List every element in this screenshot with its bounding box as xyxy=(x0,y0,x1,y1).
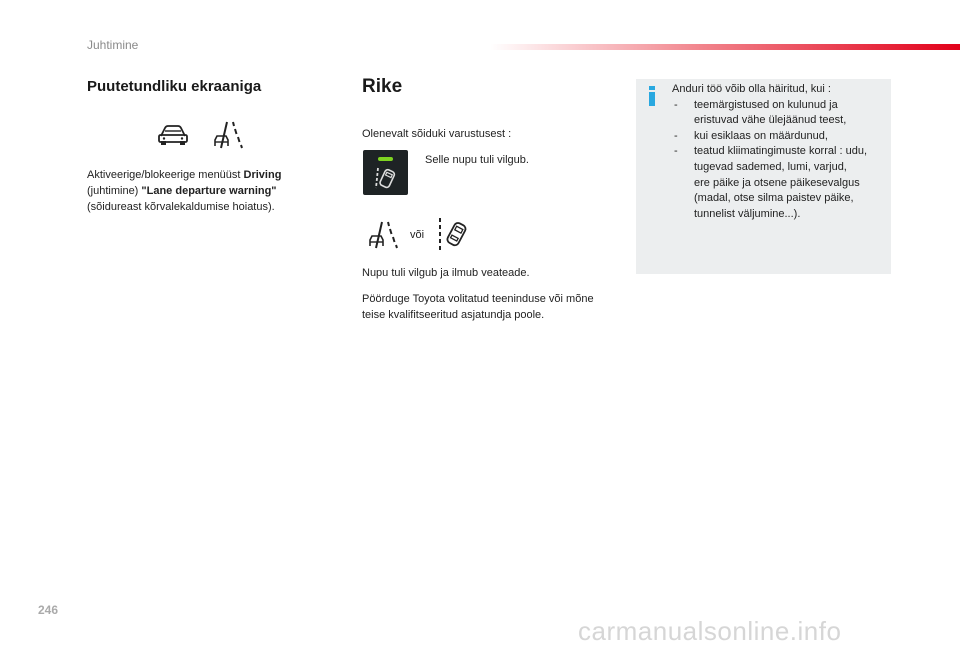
lane-departure-car-icon xyxy=(436,216,470,254)
button-blink-caption: Selle nupu tuli vilgub. xyxy=(425,154,529,166)
info-list xyxy=(672,98,887,223)
touchscreen-description xyxy=(87,167,327,215)
info-icon xyxy=(646,86,658,106)
contact-dealer-text xyxy=(362,291,632,323)
touchscreen-heading: Puutetundliku ekraaniga xyxy=(87,78,262,95)
info-intro: Anduri töö võib olla häiritud, kui : xyxy=(672,83,831,95)
list-item: - teemärgistused on kulunud ja eristuvad vähe ülejäänud teest, xyxy=(674,98,847,127)
lane-departure-button-icon xyxy=(363,150,408,195)
lane-departure-icon xyxy=(368,220,402,250)
info-content xyxy=(672,82,887,222)
lane-departure-icon xyxy=(213,120,247,150)
contact-text-line-2: teise kvalifitseeritud asjatundja poole. xyxy=(362,309,545,321)
warning-message-text: Nupu tuli vilgub ja ilmub veateade. xyxy=(362,267,530,279)
description-text-1: Aktiveerige/blokeerige menüüst xyxy=(87,169,244,181)
watermark: carmanualsonline.info xyxy=(578,616,842,646)
header-accent-bar xyxy=(490,44,960,50)
fault-heading: Rike xyxy=(362,76,403,97)
list-item: - teatud kliimatingimuste korral : udu, tugevad sademed, lumi, varjud, ere päike ja otsene päikesevalgus (madal, otse silma paistev päike, tunnelist väljumine...). xyxy=(674,145,868,220)
equipment-intro: Olenevalt sõiduki varustusest : xyxy=(362,128,512,140)
description-text-2: (juhtimine) xyxy=(87,185,142,197)
contact-text-line-1: Pöörduge Toyota volitatud teeninduse või mõne xyxy=(362,293,594,305)
page-number: 246 xyxy=(38,603,59,617)
list-item: - kui esiklaas on määrdunud, xyxy=(674,129,828,142)
or-label: või xyxy=(410,229,425,241)
menu-driving: Driving xyxy=(243,169,282,181)
car-front-icon xyxy=(157,123,189,147)
description-text-3: (sõidureast kõrvalekaldumise hoiatus). xyxy=(87,201,275,213)
section-header: Juhtimine xyxy=(87,38,139,52)
menu-lane-departure-warning: "Lane departure warning" xyxy=(141,185,277,197)
